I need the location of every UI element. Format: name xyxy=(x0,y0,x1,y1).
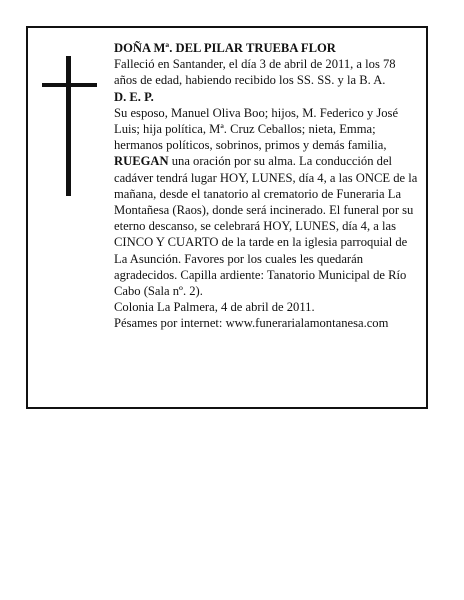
request-paragraph xyxy=(114,153,420,299)
death-statement: Falleció en Santander, el día 3 de abril de 2011, a los 78 años de edad, habiendo recibido los SS. SS. y la B. A. xyxy=(114,57,396,88)
request-lead: RUEGAN xyxy=(114,154,169,169)
obituary-text xyxy=(114,40,420,332)
request-text: una oración por su alma. La conducción del cadáver tendrá lugar HOY, LUNES, día 4, a las ONCE de la mañana, desde el tanatorio al crematorio de Funeraria La Montañesa (Raos), donde será incinerado. El funeral por su eterno descanso, se celebrará HOY, LUNES, día 4, a las CINCO Y CUARTO de la tarde en la iglesia parroquial de La Asunción. Favores por los cuales les quedarán agradecidos. Capilla ardiente: Tanatorio Municipal de Río Cabo (Sala nº. 2). xyxy=(114,154,418,299)
obituary-notice xyxy=(26,26,428,409)
family-list: Su esposo, Manuel Oliva Boo; hijos, M. Federico y José Luis; hija política, Mª. Cruz Ceballos; nieta, Emma; hermanos políticos, sobrinos, primos y demás familia, xyxy=(114,105,399,153)
place-date: Colonia La Palmera, 4 de abril de 2011. xyxy=(114,300,315,315)
rip-line: D. E. P. xyxy=(114,89,154,104)
cross-icon xyxy=(42,56,97,196)
deceased-name: DOÑA Mª. DEL PILAR TRUEBA FLOR xyxy=(114,41,336,55)
condolences-line: Pésames por internet: www.funerarialamontanesa.com xyxy=(114,316,389,331)
cross-horizontal-bar xyxy=(42,83,97,87)
cross-vertical-bar xyxy=(66,56,71,196)
